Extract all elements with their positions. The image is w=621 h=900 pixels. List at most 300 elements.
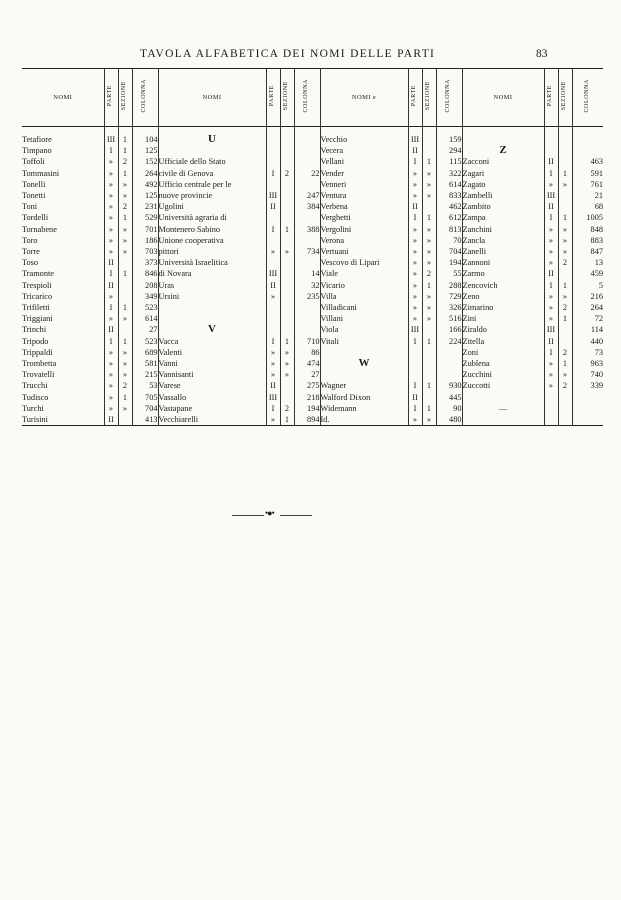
entry-sezione: 1 <box>118 302 132 313</box>
entry-parte <box>266 212 280 223</box>
entry-sezione <box>280 134 294 145</box>
entry-parte <box>544 414 558 426</box>
entry-name: Ufficio centrale per le <box>158 179 232 189</box>
entry-sezione <box>558 324 572 335</box>
entry-name: Zuccotti <box>462 381 491 391</box>
entry-parte: I <box>408 336 422 347</box>
entry-parte: III <box>266 190 280 201</box>
spacer-row <box>22 127 603 135</box>
entry-parte: » <box>104 190 118 201</box>
entry-parte: » <box>544 257 558 268</box>
entry-parte: » <box>408 414 422 426</box>
entry-sezione: 2 <box>558 302 572 313</box>
entry-sezione: 2 <box>280 403 294 414</box>
entry-name: Trovatelli <box>22 370 55 380</box>
entry-parte: » <box>544 235 558 246</box>
entry-parte <box>544 134 558 145</box>
entry-name: Widemann <box>320 403 357 413</box>
entry-parte: » <box>408 257 422 268</box>
entry-name: — <box>498 403 508 413</box>
entry-parte: » <box>408 291 422 302</box>
header-colonna: COLONNA <box>294 69 320 127</box>
entry-parte <box>266 324 280 335</box>
entry-parte: I <box>408 212 422 223</box>
entry-sezione: » <box>558 369 572 380</box>
entry-parte: II <box>104 324 118 335</box>
entry-sezione <box>422 369 436 380</box>
entry-sezione <box>280 291 294 302</box>
entry-name: Toso <box>22 258 39 268</box>
entry-name: Zanchini <box>462 224 492 234</box>
entry-colonna: 689 <box>132 347 158 358</box>
entry-parte: » <box>408 313 422 324</box>
header-sezione: SEZIONE <box>118 69 132 127</box>
entry-sezione <box>558 403 572 414</box>
entry-colonna: 384 <box>294 201 320 212</box>
entry-colonna: 440 <box>572 336 603 347</box>
entry-colonna <box>572 145 603 156</box>
entry-parte <box>266 257 280 268</box>
entry-colonna: 963 <box>572 358 603 369</box>
entry-name <box>462 134 544 145</box>
entry-colonna <box>294 179 320 190</box>
entry-sezione: 2 <box>558 257 572 268</box>
entry-colonna: 22 <box>294 168 320 179</box>
entry-parte: » <box>104 156 118 167</box>
section-letter: V <box>208 324 216 336</box>
entry-parte <box>408 358 422 369</box>
entry-parte: I <box>544 280 558 291</box>
entry-colonna: 152 <box>132 156 158 167</box>
entry-parte <box>266 134 280 145</box>
entry-sezione: » <box>422 291 436 302</box>
entry-name <box>462 414 544 426</box>
entry-sezione: 1 <box>118 268 132 279</box>
entry-colonna: 523 <box>132 302 158 313</box>
entry-colonna: 215 <box>132 369 158 380</box>
entry-sezione: 1 <box>118 134 132 145</box>
entry-colonna: 373 <box>132 257 158 268</box>
entry-name: Trippaldi <box>22 347 53 357</box>
entry-sezione <box>280 179 294 190</box>
entry-sezione: » <box>558 179 572 190</box>
entry-parte: I <box>408 403 422 414</box>
entry-sezione <box>280 380 294 391</box>
header-nomi: NOMI e <box>320 69 408 127</box>
entry-parte: » <box>104 212 118 223</box>
entry-parte: » <box>104 201 118 212</box>
entry-colonna: 55 <box>436 268 462 279</box>
section-letter: U <box>208 134 216 145</box>
entry-parte: I <box>104 302 118 313</box>
entry-sezione: » <box>118 403 132 414</box>
entry-parte: » <box>104 179 118 190</box>
header-parte: PARTE <box>266 69 280 127</box>
entry-colonna: 294 <box>436 145 462 156</box>
header-nomi: NOMI <box>158 69 266 127</box>
entry-colonna: 90 <box>436 403 462 414</box>
entry-parte: I <box>408 156 422 167</box>
entry-parte <box>408 347 422 358</box>
entry-parte: II <box>266 380 280 391</box>
entry-sezione <box>558 336 572 347</box>
entry-name: Torre <box>22 247 40 257</box>
entry-colonna: 388 <box>294 224 320 235</box>
entry-sezione: 1 <box>280 414 294 426</box>
entry-name: Triggiani <box>22 314 53 324</box>
entry-parte: I <box>104 336 118 347</box>
page-title: TAVOLA ALFABETICA DEI NOMI DELLE PARTI <box>140 48 436 60</box>
entry-colonna: 729 <box>436 291 462 302</box>
entry-colonna <box>294 156 320 167</box>
entry-name: Tramonte <box>22 269 54 279</box>
entry-name: Zencovich <box>462 280 498 290</box>
entry-colonna: 125 <box>132 145 158 156</box>
entry-sezione: 2 <box>558 380 572 391</box>
table-row <box>22 145 603 156</box>
entry-colonna <box>436 369 462 380</box>
entry-sezione: » <box>558 235 572 246</box>
entry-parte: I <box>266 403 280 414</box>
entry-name: Vacca <box>158 336 179 346</box>
entry-sezione <box>118 291 132 302</box>
entry-parte: » <box>104 403 118 414</box>
entry-colonna: 247 <box>294 190 320 201</box>
entry-name: Zucchini <box>462 370 492 380</box>
entry-sezione: » <box>422 257 436 268</box>
table-row <box>22 201 603 212</box>
entry-name: Vicario <box>320 280 345 290</box>
entry-name: Viola <box>320 325 339 335</box>
table-row <box>22 179 603 190</box>
entry-colonna: 930 <box>436 380 462 391</box>
entry-parte: » <box>266 347 280 358</box>
entry-name: Vecera <box>320 146 344 156</box>
entry-sezione: » <box>118 358 132 369</box>
table-row <box>22 280 603 291</box>
entry-parte: » <box>104 347 118 358</box>
entry-parte: » <box>104 224 118 235</box>
entry-name: Tonelli <box>22 179 46 189</box>
entry-sezione <box>422 392 436 403</box>
entry-name: Verbena <box>320 202 348 212</box>
entry-sezione: 1 <box>422 380 436 391</box>
entry-name: Turisini <box>22 414 104 426</box>
entry-parte: » <box>104 313 118 324</box>
header-parte: PARTE <box>408 69 422 127</box>
entry-parte: II <box>544 156 558 167</box>
entry-sezione <box>558 414 572 426</box>
entry-colonna: 894 <box>294 414 320 426</box>
entry-parte <box>266 145 280 156</box>
entry-sezione <box>280 324 294 335</box>
entry-name: Vecchio <box>320 135 348 144</box>
entry-name: Ventura <box>320 191 347 201</box>
entry-name: pittori <box>158 247 179 257</box>
entry-name: Trespioli <box>22 280 52 290</box>
entry-colonna <box>294 145 320 156</box>
entry-name: Walford Dixon <box>320 392 371 402</box>
entry-sezione: 1 <box>558 358 572 369</box>
entry-name: Toni <box>22 202 38 212</box>
entry-parte: III <box>544 324 558 335</box>
entry-colonna: 847 <box>572 246 603 257</box>
entry-sezione <box>558 156 572 167</box>
table-header-row <box>22 69 603 127</box>
entry-colonna <box>436 347 462 358</box>
table-row <box>22 212 603 223</box>
entry-colonna: 734 <box>294 246 320 257</box>
entry-parte <box>266 235 280 246</box>
entry-parte: » <box>408 280 422 291</box>
entry-colonna: 194 <box>436 257 462 268</box>
entry-colonna: 231 <box>132 201 158 212</box>
entry-colonna: 53 <box>132 380 158 391</box>
entry-name: Trucchi <box>22 381 48 391</box>
entry-sezione: 1 <box>280 336 294 347</box>
entry-colonna: 216 <box>572 291 603 302</box>
entry-sezione: 1 <box>118 392 132 403</box>
entry-sezione: 1 <box>118 168 132 179</box>
entry-name: Zitella <box>462 336 485 346</box>
table-row <box>22 291 603 302</box>
entry-parte: III <box>408 134 422 145</box>
entry-colonna: 166 <box>436 324 462 335</box>
entry-colonna: 703 <box>132 246 158 257</box>
entry-sezione <box>118 324 132 335</box>
table-row <box>22 403 603 414</box>
entry-colonna: 581 <box>132 358 158 369</box>
entry-sezione: » <box>118 246 132 257</box>
header-parte: PARTE <box>544 69 558 127</box>
entry-colonna: 492 <box>132 179 158 190</box>
entry-sezione: » <box>280 347 294 358</box>
header-nomi: NOMI <box>462 69 544 127</box>
entry-name: di Novara <box>158 269 192 279</box>
entry-name: Venneri <box>320 179 347 189</box>
entry-name: Università agraria di <box>158 213 227 223</box>
entry-parte: I <box>266 336 280 347</box>
entry-sezione: 1 <box>422 212 436 223</box>
entry-sezione: » <box>422 168 436 179</box>
entry-sezione: 2 <box>118 156 132 167</box>
header-colonna: COLONNA <box>132 69 158 127</box>
table-row <box>22 246 603 257</box>
entry-sezione: » <box>558 224 572 235</box>
entry-name: Vender <box>320 168 344 178</box>
entry-parte: III <box>266 268 280 279</box>
entry-name: Zacconi <box>462 157 490 167</box>
entry-colonna <box>572 392 603 403</box>
entry-colonna <box>572 403 603 414</box>
entry-parte: II <box>266 280 280 291</box>
entry-parte: II <box>104 280 118 291</box>
entry-sezione: » <box>118 347 132 358</box>
entry-colonna: 73 <box>572 347 603 358</box>
entry-name: Zampa <box>462 213 486 223</box>
entry-colonna: 710 <box>294 336 320 347</box>
entry-colonna: 70 <box>436 235 462 246</box>
entry-sezione: 1 <box>280 224 294 235</box>
entry-name: Zannoni <box>462 258 491 268</box>
header-sezione: SEZIONE <box>422 69 436 127</box>
entry-sezione <box>280 392 294 403</box>
entry-parte: » <box>104 235 118 246</box>
entry-parte: II <box>408 392 422 403</box>
entry-name: Varese <box>158 381 181 391</box>
entry-name: Toffoli <box>22 157 45 167</box>
entry-colonna: 462 <box>436 201 462 212</box>
entry-parte: III <box>408 324 422 335</box>
entry-sezione: » <box>422 190 436 201</box>
entry-sezione: 1 <box>422 336 436 347</box>
entry-sezione: 1 <box>118 336 132 347</box>
entry-colonna <box>294 212 320 223</box>
entry-name: Verghetti <box>320 213 351 223</box>
entry-parte: I <box>544 347 558 358</box>
entry-colonna: 235 <box>294 291 320 302</box>
entry-sezione <box>280 201 294 212</box>
entry-sezione: 2 <box>558 347 572 358</box>
entry-colonna: 224 <box>436 336 462 347</box>
entry-colonna: 591 <box>572 168 603 179</box>
table-row <box>22 336 603 347</box>
entry-name: Ufficiale dello Stato <box>158 157 226 167</box>
entry-colonna: 186 <box>132 235 158 246</box>
entry-sezione <box>558 201 572 212</box>
header-colonna: COLONNA <box>572 69 603 127</box>
entry-name: Tordelli <box>22 213 49 223</box>
entry-parte: II <box>104 414 118 426</box>
entry-parte: III <box>544 190 558 201</box>
entry-name <box>462 392 544 403</box>
entry-colonna: 612 <box>436 212 462 223</box>
entry-sezione <box>118 280 132 291</box>
entry-colonna: 326 <box>436 302 462 313</box>
entry-colonna: 833 <box>436 190 462 201</box>
table-row <box>22 257 603 268</box>
entry-name: Zambito <box>462 202 491 212</box>
entry-colonna: 14 <box>294 268 320 279</box>
table-row <box>22 235 603 246</box>
entry-parte: » <box>544 291 558 302</box>
entry-parte: » <box>104 380 118 391</box>
entry-sezione <box>280 313 294 324</box>
entry-sezione: » <box>118 190 132 201</box>
entry-sezione: » <box>280 358 294 369</box>
entry-colonna: 705 <box>132 392 158 403</box>
entry-name: Wagner <box>320 381 347 391</box>
entry-name: Ziraldo <box>462 325 487 335</box>
entry-name: Uras <box>158 280 175 290</box>
entry-colonna: 474 <box>294 358 320 369</box>
entry-name: Zambelli <box>462 191 493 201</box>
entry-colonna <box>294 134 320 145</box>
entry-name: Montenero Sabino <box>158 224 221 234</box>
section-letter: W <box>358 358 370 370</box>
entry-colonna: 68 <box>572 201 603 212</box>
entry-parte: » <box>544 246 558 257</box>
entry-sezione <box>280 145 294 156</box>
entry-parte: » <box>104 168 118 179</box>
entry-sezione <box>558 392 572 403</box>
entry-colonna: 701 <box>132 224 158 235</box>
entry-colonna: 339 <box>572 380 603 391</box>
entry-sezione <box>558 268 572 279</box>
entry-sezione: » <box>280 246 294 257</box>
entry-colonna: 413 <box>132 414 158 426</box>
entry-colonna: 114 <box>572 324 603 335</box>
table-row <box>22 168 603 179</box>
entry-parte <box>544 403 558 414</box>
entry-sezione <box>280 212 294 223</box>
entry-name: Vescovo di Lipari <box>320 258 380 268</box>
entry-name: Zagari <box>462 168 485 178</box>
entry-name: Vellani <box>320 157 345 167</box>
entry-parte <box>408 369 422 380</box>
entry-parte: » <box>408 224 422 235</box>
entry-sezione: » <box>118 313 132 324</box>
entry-colonna: 704 <box>436 246 462 257</box>
entry-name: Tricarico <box>22 291 53 301</box>
entry-colonna: 72 <box>572 313 603 324</box>
entry-parte: » <box>104 291 118 302</box>
entry-name: civile di Genova <box>158 168 214 178</box>
entry-name: Verona <box>320 235 344 245</box>
entry-sezione: 2 <box>118 201 132 212</box>
entry-parte: » <box>408 190 422 201</box>
entry-name: Zanelli <box>462 247 486 257</box>
entry-sezione <box>280 280 294 291</box>
entry-sezione: 1 <box>118 212 132 223</box>
table-row <box>22 324 603 335</box>
entry-parte: I <box>104 268 118 279</box>
entry-parte: » <box>408 179 422 190</box>
entry-sezione: » <box>558 246 572 257</box>
names-index-table <box>22 68 603 426</box>
entry-name: Vassallo <box>158 392 187 402</box>
entry-parte: » <box>544 313 558 324</box>
entry-colonna: 704 <box>132 403 158 414</box>
entry-parte: » <box>408 268 422 279</box>
entry-name: Zeno <box>462 291 480 301</box>
table-row <box>22 134 603 145</box>
entry-name: Id. <box>320 414 408 426</box>
entry-colonna <box>294 257 320 268</box>
entry-sezione <box>422 201 436 212</box>
entry-parte: » <box>266 358 280 369</box>
entry-sezione <box>422 134 436 145</box>
entry-sezione: » <box>422 179 436 190</box>
entry-name: Trombetta <box>22 359 57 369</box>
entry-sezione: 1 <box>118 145 132 156</box>
entry-sezione: » <box>118 369 132 380</box>
entry-name: Ugolini <box>158 202 184 212</box>
entry-sezione <box>280 156 294 167</box>
entry-name: Vitali <box>320 336 339 346</box>
entry-sezione <box>558 190 572 201</box>
entry-sezione: » <box>422 414 436 426</box>
entry-name <box>158 302 266 313</box>
entry-parte: » <box>408 235 422 246</box>
entry-sezione: » <box>118 179 132 190</box>
header-sezione: SEZIONE <box>280 69 294 127</box>
header-parte: PARTE <box>104 69 118 127</box>
entry-colonna: 264 <box>132 168 158 179</box>
entry-sezione: 1 <box>558 280 572 291</box>
entry-name: Vergolini <box>320 224 352 234</box>
entry-parte: » <box>104 358 118 369</box>
